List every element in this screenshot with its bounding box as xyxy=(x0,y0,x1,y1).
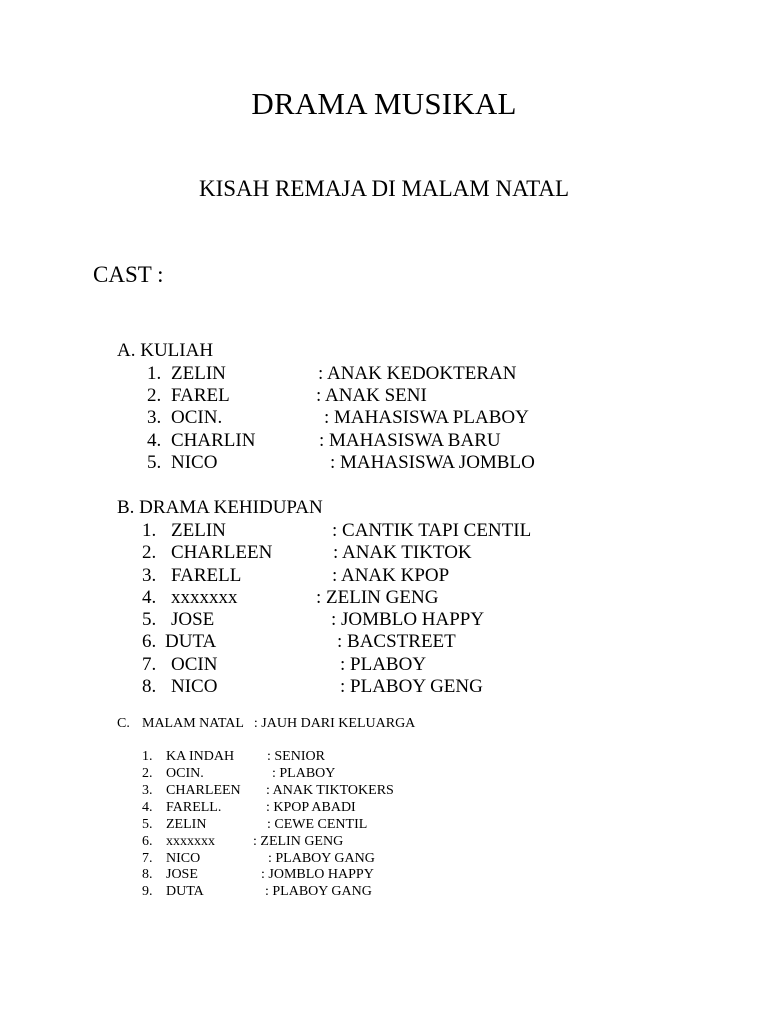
item-role: : MAHASISWA BARU xyxy=(319,430,501,451)
item-number: 6. xyxy=(142,834,153,849)
item-role: : KPOP ABADI xyxy=(266,800,356,815)
item-number: 5. xyxy=(142,609,157,630)
item-name: ZELIN xyxy=(171,363,226,384)
item-number: 1. xyxy=(142,520,157,541)
item-number: 5. xyxy=(142,817,153,832)
section-letter: C. xyxy=(117,716,130,731)
item-role: : MAHASISWA PLABOY xyxy=(324,407,529,428)
item-number: 3. xyxy=(142,565,157,586)
item-role: : ANAK TIKTOK xyxy=(333,542,472,563)
item-name: CHARLEEN xyxy=(166,783,241,798)
item-role: : BACSTREET xyxy=(337,631,456,652)
item-name: OCIN. xyxy=(171,407,223,428)
section-heading: B. DRAMA KEHIDUPAN xyxy=(117,497,323,518)
item-number: 8. xyxy=(142,676,157,697)
document-subtitle: KISAH REMAJA DI MALAM NATAL xyxy=(199,176,569,201)
item-role: : ZELIN GENG xyxy=(253,834,344,849)
item-number: 2. xyxy=(142,542,157,563)
item-name: NICO xyxy=(171,676,218,697)
item-number: 9. xyxy=(142,884,153,899)
item-role: : JOMBLO HAPPY xyxy=(261,867,374,882)
item-name: JOSE xyxy=(166,867,198,882)
section-heading: MALAM NATAL : JAUH DARI KELUARGA xyxy=(142,716,416,731)
item-name: xxxxxxx xyxy=(171,587,238,608)
item-name: ZELIN xyxy=(171,520,226,541)
item-number: 6. xyxy=(142,631,157,652)
item-number: 4. xyxy=(147,430,162,451)
item-name: OCIN. xyxy=(166,766,204,781)
item-name: KA INDAH xyxy=(166,749,235,764)
item-role: : CANTIK TAPI CENTIL xyxy=(332,520,532,541)
item-name: ZELIN xyxy=(166,817,207,832)
item-name: FARELL. xyxy=(166,800,222,815)
item-role: : ANAK KEDOKTERAN xyxy=(318,363,517,384)
item-role: : ANAK TIKTOKERS xyxy=(266,783,394,798)
item-number: 4. xyxy=(142,587,157,608)
cast-label: CAST : xyxy=(93,262,164,287)
item-role: : ANAK SENI xyxy=(316,385,427,406)
item-number: 1. xyxy=(142,749,153,764)
item-name: CHARLEEN xyxy=(171,542,273,563)
section-heading: A. KULIAH xyxy=(117,340,214,361)
item-role: : SENIOR xyxy=(267,749,325,764)
item-name: CHARLIN xyxy=(171,430,256,451)
item-name: xxxxxxx xyxy=(166,834,215,849)
item-number: 3. xyxy=(147,407,162,428)
item-role: : CEWE CENTIL xyxy=(267,817,368,832)
item-name: FAREL xyxy=(171,385,230,406)
item-role: : PLABOY GENG xyxy=(340,676,483,697)
item-number: 2. xyxy=(147,385,162,406)
item-role: : JOMBLO HAPPY xyxy=(331,609,485,630)
item-number: 5. xyxy=(147,452,162,473)
item-role: : PLABOY GANG xyxy=(268,851,375,866)
item-role: : PLABOY xyxy=(340,654,427,675)
item-number: 1. xyxy=(147,363,162,384)
item-role: : ANAK KPOP xyxy=(332,565,450,586)
item-number: 7. xyxy=(142,851,153,866)
item-role: : MAHASISWA JOMBLO xyxy=(330,452,535,473)
item-name: DUTA xyxy=(166,884,204,899)
item-role: : PLABOY GANG xyxy=(265,884,372,899)
item-number: 8. xyxy=(142,867,153,882)
item-name: NICO xyxy=(171,452,218,473)
item-name: OCIN xyxy=(171,654,218,675)
item-number: 4. xyxy=(142,800,153,815)
item-name: DUTA xyxy=(165,631,217,652)
item-role: : PLABOY xyxy=(272,766,336,781)
item-name: FARELL xyxy=(171,565,242,586)
item-name: JOSE xyxy=(171,609,215,630)
item-number: 3. xyxy=(142,783,153,798)
item-number: 2. xyxy=(142,766,153,781)
item-role: : ZELIN GENG xyxy=(316,587,439,608)
item-number: 7. xyxy=(142,654,157,675)
item-name: NICO xyxy=(166,851,201,866)
document-title: DRAMA MUSIKAL xyxy=(251,86,517,121)
